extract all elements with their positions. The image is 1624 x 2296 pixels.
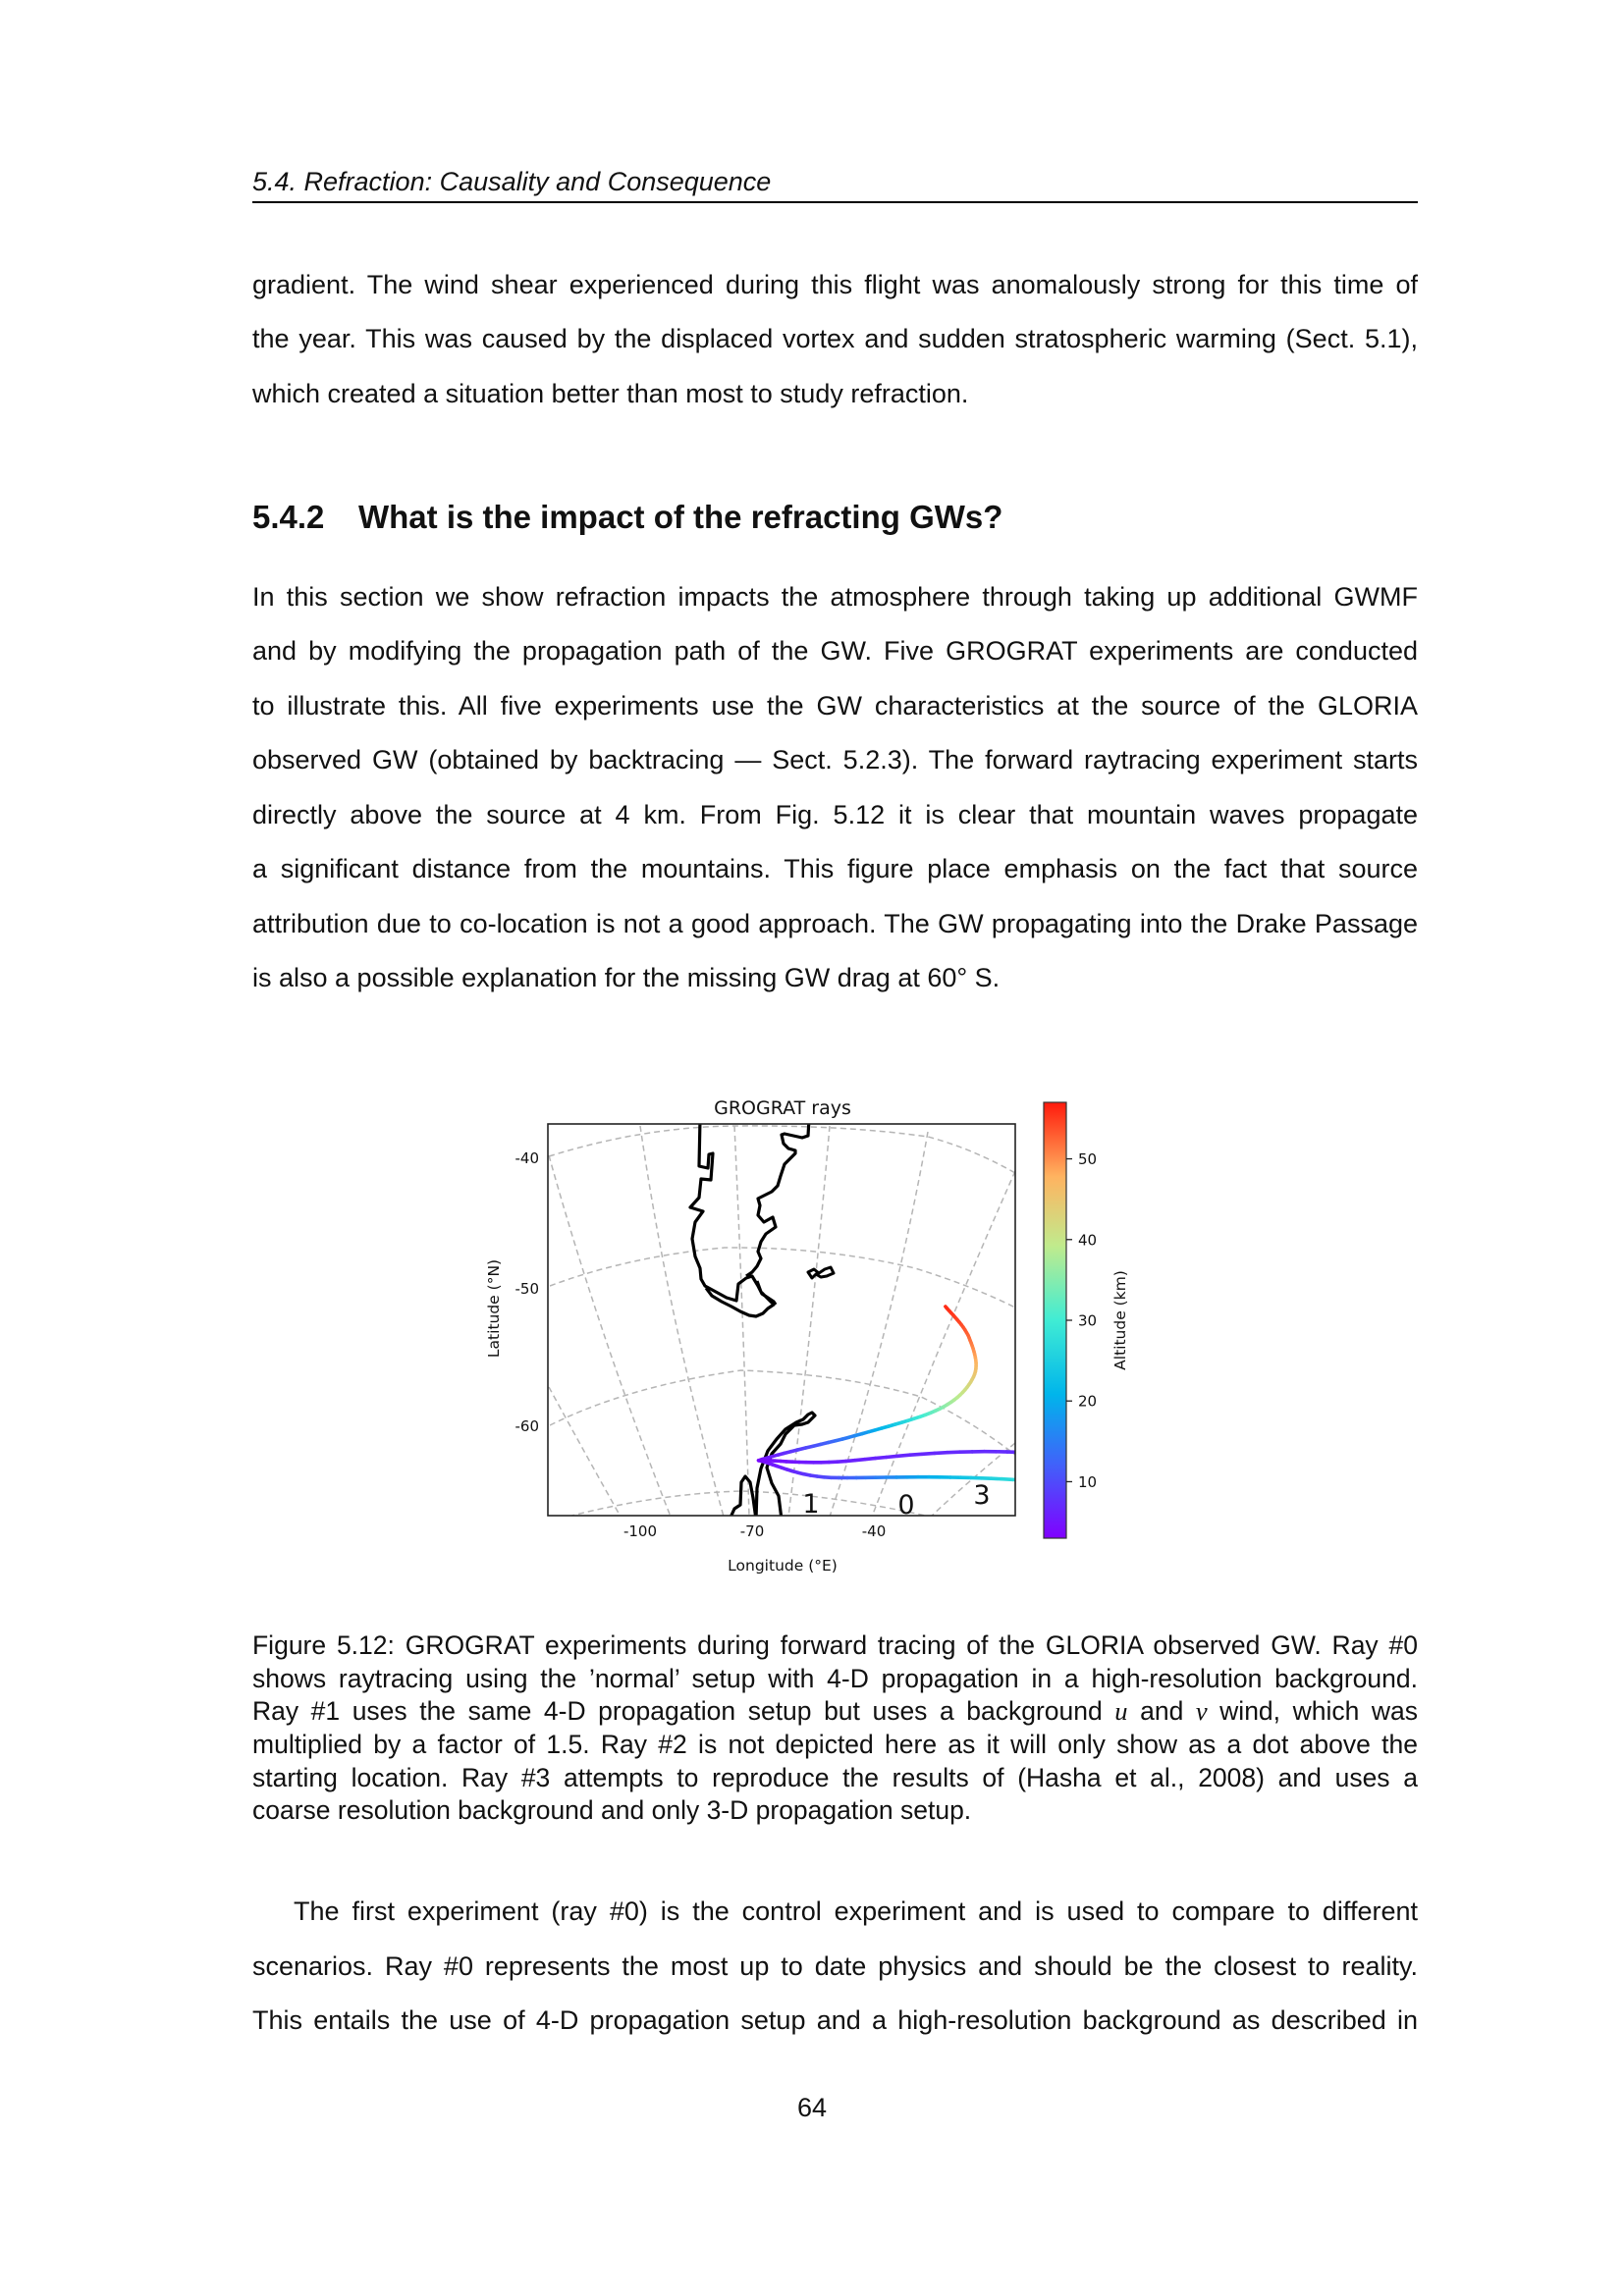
x-tick-label: -40: [861, 1522, 887, 1540]
ray-label-3: 3: [973, 1480, 991, 1511]
ray-segment: [1125, 1482, 1132, 1483]
x-axis-label: Longitude (°E): [728, 1557, 838, 1575]
section-number: 5.4.2: [252, 499, 325, 535]
ray-segment: [1034, 1481, 1045, 1482]
text-line: The first experiment (ray #0) is the control experiment and is used to compare to different: [294, 1896, 1418, 1926]
colorbar: [1044, 1102, 1066, 1538]
running-head: 5.4. Refraction: Causality and Consequence: [252, 167, 772, 196]
section-heading: [252, 499, 1002, 536]
colorbar-ticks: [1066, 1150, 1097, 1491]
text-line: attribution due to co-location is not a good approach. The GW propagating into the Drake Passage: [252, 909, 1418, 938]
text-line: In this section we show refraction impacts the atmosphere through taking up additional GWMF: [252, 582, 1418, 612]
ray-segment: [947, 1452, 960, 1453]
ray-segment: [1012, 1479, 1023, 1480]
ray-segment: [1102, 1458, 1111, 1459]
caption-line: Figure 5.12: GROGRAT experiments during forward tracing of the GLORIA observed GW. Ray #0: [252, 1630, 1418, 1660]
text-line: and by modifying the propagation path of the GW. Five GROGRAT experiments are conducted: [252, 636, 1418, 666]
plot-area: [548, 1124, 1015, 1516]
ray-segment: [946, 1307, 947, 1308]
page-number: 64: [796, 2093, 828, 2122]
ray-segment: [1071, 1455, 1081, 1456]
ray-segment: [1151, 1475, 1157, 1477]
caption-text: and: [1127, 1696, 1196, 1726]
ray-label-0: 0: [897, 1490, 915, 1521]
ray-segment: [1139, 1479, 1145, 1481]
caption-text: wind, which was: [1207, 1696, 1418, 1726]
header-rule: [252, 201, 1418, 203]
text-line: is also a possible explanation for the missing GW drag at 60° S.: [252, 963, 1001, 992]
ray-segment: [1132, 1481, 1139, 1482]
ray-segment: [1142, 1464, 1153, 1466]
text-line: gradient. The wind shear experienced during this flight was anomalously strong for this time of: [252, 270, 1418, 299]
text-line: This entails the use of 4-D propagation setup and a high-resolution background as described in: [252, 2005, 1418, 2035]
ray-segment: [1110, 1484, 1118, 1485]
ray-segment: [1118, 1483, 1125, 1484]
text-line: to illustrate this. All five experiments use the GW characteristics at the source of the GLORIA: [252, 691, 1418, 721]
ray-segment: [1111, 1459, 1121, 1461]
ray-segment: [1157, 1473, 1162, 1475]
caption-line: starting location. Ray #3 attempts to reproduce the results of (Hasha et al., 2008) and uses a: [252, 1763, 1418, 1792]
ray-segment: [910, 1454, 923, 1455]
ray-segment: [1166, 1468, 1168, 1470]
text-line: observed GW (obtained by backtracing — Sect. 5.2.3). The forward raytracing experiment starts: [252, 745, 1418, 774]
y-tick-label: -50: [514, 1280, 539, 1298]
text-line: a significant distance from the mountains. This figure place emphasis on the fact that source: [252, 854, 1418, 883]
colorbar-tick-label: 10: [1078, 1472, 1098, 1491]
math-u: u: [1114, 1696, 1128, 1726]
ray-label-1: 1: [802, 1489, 820, 1520]
colorbar-label: Altitude (km): [1111, 1270, 1129, 1370]
x-tick-label: -70: [739, 1522, 765, 1540]
x-tick-label: -100: [623, 1522, 658, 1540]
ray-segment: [897, 1455, 909, 1456]
colorbar-tick-label: 50: [1078, 1150, 1098, 1169]
text-line: the year. This was caused by the displaced vortex and sudden stratospheric warming (Sect. 5.1),: [252, 324, 1418, 353]
colorbar-tick-label: 30: [1078, 1311, 1098, 1330]
caption-line: coarse resolution background and only 3-D propagation setup.: [252, 1795, 972, 1825]
ray-segment: [1153, 1466, 1164, 1468]
caption-line: shows raytracing using the ’normal’ setup with 4-D propagation in a high-resolution background.: [252, 1664, 1418, 1693]
ray-segment: [1122, 1460, 1132, 1462]
ray-segment: [1132, 1462, 1142, 1464]
ray-segment: [922, 1453, 935, 1454]
section-title: What is the impact of the refracting GWs?: [358, 499, 1003, 535]
y-tick-label: -60: [514, 1417, 539, 1435]
colorbar-tick-label: 20: [1078, 1392, 1098, 1411]
math-v: v: [1195, 1696, 1208, 1726]
caption-line: [252, 1696, 1418, 1726]
caption-text: Ray #1 uses the same 4-D propagation setup but uses a background: [252, 1696, 1115, 1726]
ray-segment: [1023, 1480, 1034, 1481]
ray-segment: [1092, 1457, 1102, 1458]
text-line: scenarios. Ray #0 represents the most up to date physics and should be the closest to reality.: [252, 1951, 1418, 1981]
colorbar-tick-label: 40: [1078, 1231, 1098, 1250]
y-tick-label: -40: [514, 1149, 539, 1167]
ray-segment: [1162, 1470, 1166, 1472]
ray-segment: [1163, 1468, 1168, 1471]
caption-line: multiplied by a factor of 1.5. Ray #2 is not depicted here as it will only show as a dot above the: [252, 1730, 1418, 1759]
text-line: which created a situation better than most to study refraction.: [252, 379, 969, 408]
figure-grograt-rays: [461, 1075, 1168, 1585]
y-axis-label: Latitude (°N): [485, 1258, 503, 1359]
text-line: directly above the source at 4 km. From Fig. 5.12 it is clear that mountain waves propagate: [252, 800, 1418, 829]
ray-segment: [1081, 1456, 1091, 1457]
chart-title: GROGRAT rays: [714, 1097, 851, 1119]
ray-segment: [1145, 1477, 1151, 1479]
ray-segment: [935, 1453, 947, 1454]
